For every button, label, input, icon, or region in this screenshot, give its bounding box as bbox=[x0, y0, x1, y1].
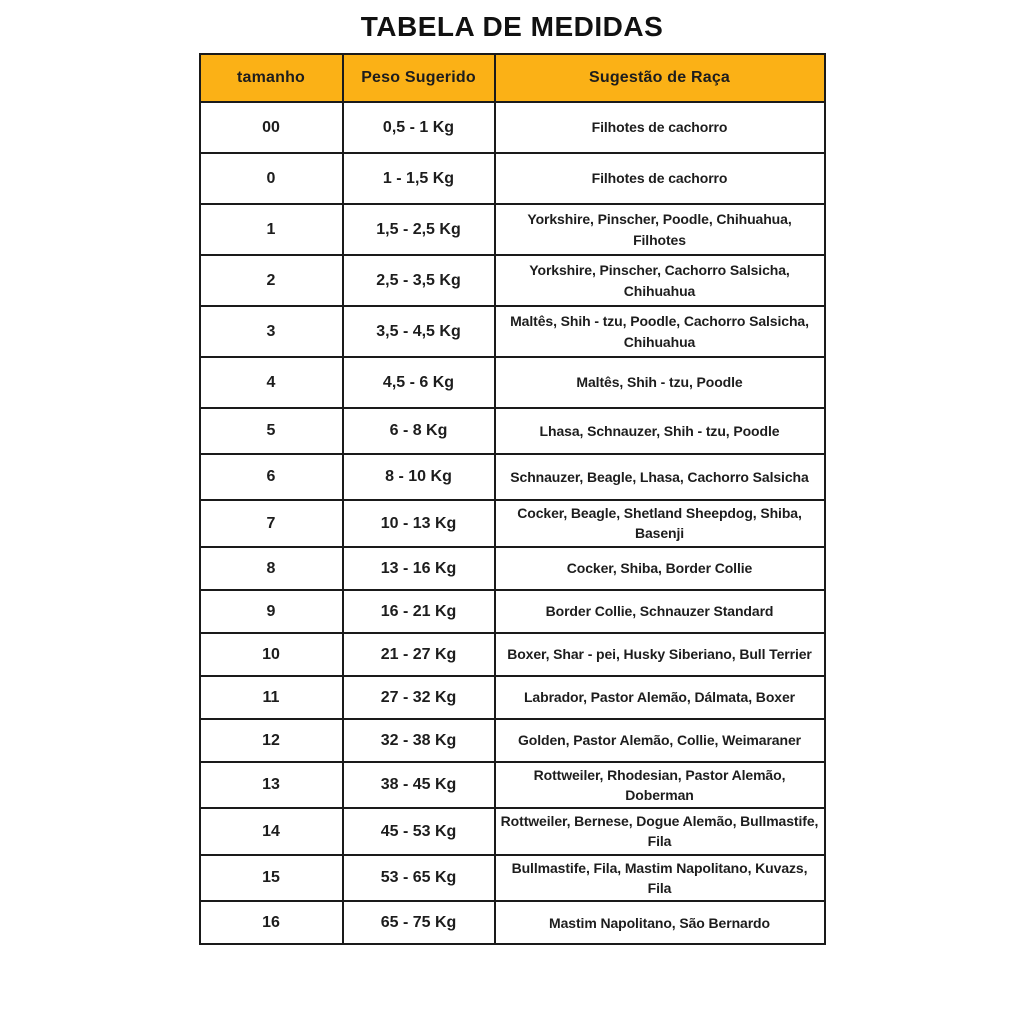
size-cell: 00 bbox=[200, 102, 343, 153]
breeds-cell: Lhasa, Schnauzer, Shih - tzu, Poodle bbox=[495, 408, 825, 454]
table-row bbox=[200, 855, 825, 902]
size-cell: 1 bbox=[200, 204, 343, 255]
table-row bbox=[200, 454, 825, 500]
weight-cell: 1 - 1,5 Kg bbox=[343, 153, 495, 204]
table-row bbox=[200, 901, 825, 944]
size-cell: 7 bbox=[200, 500, 343, 547]
table-row bbox=[200, 808, 825, 855]
table-row bbox=[200, 762, 825, 809]
breeds-cell: Maltês, Shih - tzu, Poodle bbox=[495, 357, 825, 408]
table-row bbox=[200, 204, 825, 255]
size-cell: 6 bbox=[200, 454, 343, 500]
size-chart-page bbox=[0, 10, 1024, 945]
weight-cell: 27 - 32 Kg bbox=[343, 676, 495, 719]
weight-cell: 65 - 75 Kg bbox=[343, 901, 495, 944]
header-tamanho: tamanho bbox=[200, 54, 343, 102]
table-row bbox=[200, 102, 825, 153]
header-sugestao-de-raca: Sugestão de Raça bbox=[495, 54, 825, 102]
table-row bbox=[200, 357, 825, 408]
weight-cell: 32 - 38 Kg bbox=[343, 719, 495, 762]
size-cell: 9 bbox=[200, 590, 343, 633]
table-row bbox=[200, 676, 825, 719]
size-cell: 5 bbox=[200, 408, 343, 454]
size-cell: 15 bbox=[200, 855, 343, 902]
table-row bbox=[200, 719, 825, 762]
weight-cell: 16 - 21 Kg bbox=[343, 590, 495, 633]
breeds-cell: Filhotes de cachorro bbox=[495, 153, 825, 204]
size-cell: 8 bbox=[200, 547, 343, 590]
size-cell: 11 bbox=[200, 676, 343, 719]
weight-cell: 0,5 - 1 Kg bbox=[343, 102, 495, 153]
size-cell: 10 bbox=[200, 633, 343, 676]
breeds-cell: Golden, Pastor Alemão, Collie, Weimaraner bbox=[495, 719, 825, 762]
page-title: TABELA DE MEDIDAS bbox=[360, 11, 664, 42]
breeds-cell: Yorkshire, Pinscher, Poodle, Chihuahua, Filhotes bbox=[495, 204, 825, 255]
weight-cell: 3,5 - 4,5 Kg bbox=[343, 306, 495, 357]
weight-cell: 10 - 13 Kg bbox=[343, 500, 495, 547]
weight-cell: 13 - 16 Kg bbox=[343, 547, 495, 590]
size-cell: 12 bbox=[200, 719, 343, 762]
header-peso-sugerido: Peso Sugerido bbox=[343, 54, 495, 102]
size-cell: 0 bbox=[200, 153, 343, 204]
size-cell: 13 bbox=[200, 762, 343, 809]
breeds-cell: Border Collie, Schnauzer Standard bbox=[495, 590, 825, 633]
size-chart-table bbox=[199, 53, 826, 945]
breeds-cell: Yorkshire, Pinscher, Cachorro Salsicha, Chihuahua bbox=[495, 255, 825, 306]
breeds-cell: Rottweiler, Bernese, Dogue Alemão, Bullmastife, Fila bbox=[495, 808, 825, 855]
weight-cell: 6 - 8 Kg bbox=[343, 408, 495, 454]
breeds-cell: Mastim Napolitano, São Bernardo bbox=[495, 901, 825, 944]
weight-cell: 8 - 10 Kg bbox=[343, 454, 495, 500]
table-row bbox=[200, 408, 825, 454]
weight-cell: 21 - 27 Kg bbox=[343, 633, 495, 676]
size-cell: 14 bbox=[200, 808, 343, 855]
header-row bbox=[200, 54, 825, 102]
size-cell: 16 bbox=[200, 901, 343, 944]
table-row bbox=[200, 306, 825, 357]
breeds-cell: Schnauzer, Beagle, Lhasa, Cachorro Salsicha bbox=[495, 454, 825, 500]
table-row bbox=[200, 153, 825, 204]
breeds-cell: Cocker, Shiba, Border Collie bbox=[495, 547, 825, 590]
weight-cell: 4,5 - 6 Kg bbox=[343, 357, 495, 408]
breeds-cell: Boxer, Shar - pei, Husky Siberiano, Bull Terrier bbox=[495, 633, 825, 676]
table-body bbox=[200, 102, 825, 944]
table-row bbox=[200, 547, 825, 590]
size-cell: 3 bbox=[200, 306, 343, 357]
breeds-cell: Filhotes de cachorro bbox=[495, 102, 825, 153]
breeds-cell: Labrador, Pastor Alemão, Dálmata, Boxer bbox=[495, 676, 825, 719]
size-cell: 4 bbox=[200, 357, 343, 408]
breeds-cell: Rottweiler, Rhodesian, Pastor Alemão, Doberman bbox=[495, 762, 825, 809]
table-row bbox=[200, 255, 825, 306]
weight-cell: 53 - 65 Kg bbox=[343, 855, 495, 902]
weight-cell: 45 - 53 Kg bbox=[343, 808, 495, 855]
weight-cell: 1,5 - 2,5 Kg bbox=[343, 204, 495, 255]
table-row bbox=[200, 633, 825, 676]
weight-cell: 2,5 - 3,5 Kg bbox=[343, 255, 495, 306]
breeds-cell: Maltês, Shih - tzu, Poodle, Cachorro Salsicha, Chihuahua bbox=[495, 306, 825, 357]
size-cell: 2 bbox=[200, 255, 343, 306]
table-header bbox=[200, 54, 825, 102]
table-row bbox=[200, 590, 825, 633]
table-row bbox=[200, 500, 825, 547]
breeds-cell: Bullmastife, Fila, Mastim Napolitano, Kuvazs, Fila bbox=[495, 855, 825, 902]
weight-cell: 38 - 45 Kg bbox=[343, 762, 495, 809]
breeds-cell: Cocker, Beagle, Shetland Sheepdog, Shiba, Basenji bbox=[495, 500, 825, 547]
